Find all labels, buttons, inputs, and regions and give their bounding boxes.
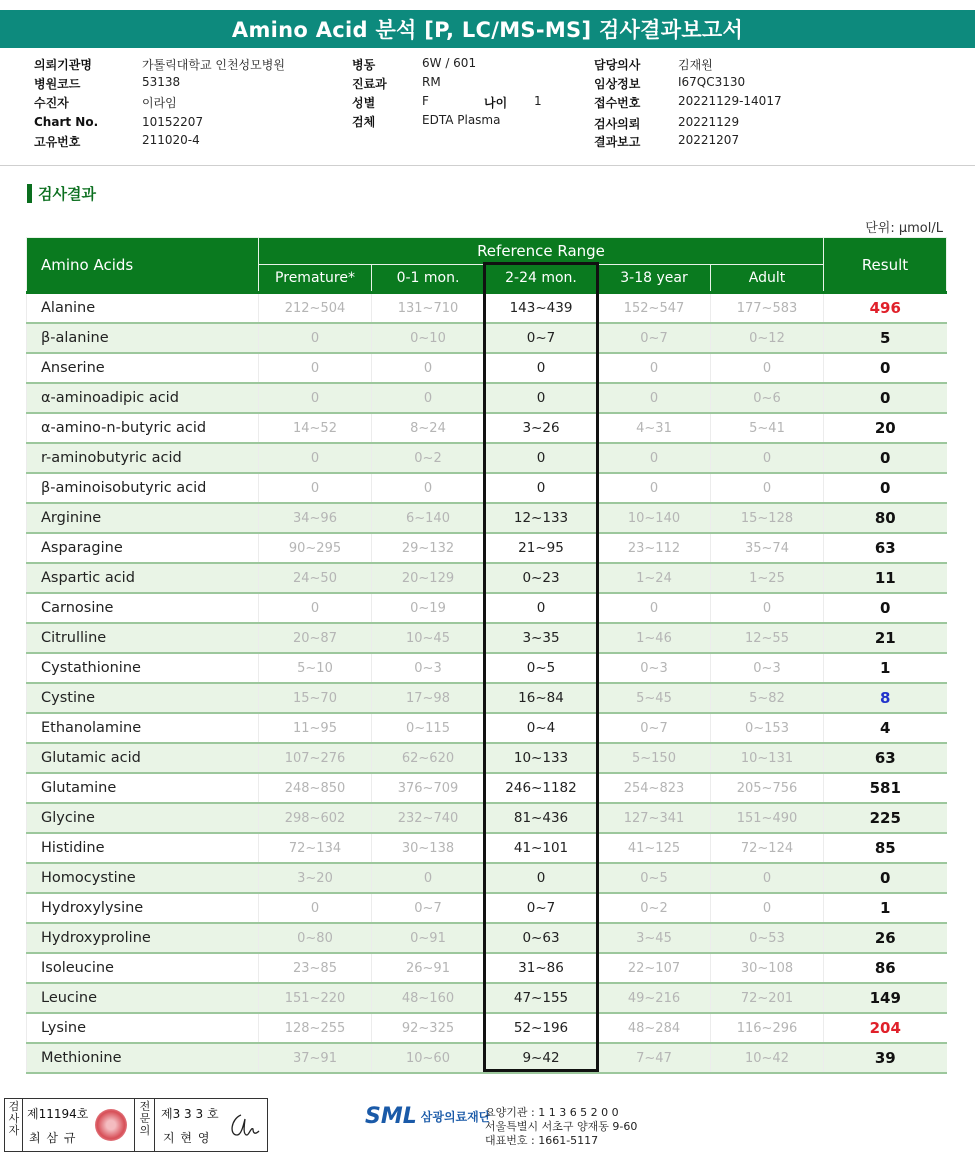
reference-range-cell: 1~24 [598, 563, 711, 593]
amino-acid-name: Carnosine [27, 593, 259, 623]
info-value: 20221207 [678, 133, 740, 147]
footer [0, 1092, 975, 1162]
result-value: 5 [824, 323, 947, 353]
table-row [27, 653, 947, 683]
result-value: 86 [824, 953, 947, 983]
reference-range-cell: 0 [485, 473, 598, 503]
amino-acid-name: Homocystine [27, 863, 259, 893]
reference-range-cell: 0 [711, 443, 824, 473]
result-value: 1 [824, 893, 947, 923]
reference-range-cell: 5~41 [711, 413, 824, 443]
reference-range-cell: 3~26 [485, 413, 598, 443]
result-value: 0 [824, 863, 947, 893]
result-value: 63 [824, 743, 947, 773]
reference-range-cell: 29~132 [372, 533, 485, 563]
amino-acid-name: α-aminoadipic acid [27, 383, 259, 413]
header-amino-acids: Amino Acids [27, 238, 259, 293]
reference-range-cell: 0 [711, 893, 824, 923]
info-value: 10152207 [142, 115, 204, 129]
reference-range-cell: 0 [598, 473, 711, 503]
amino-acid-name: Anserine [27, 353, 259, 383]
reference-range-cell: 116~296 [711, 1013, 824, 1043]
unit-label: 단위: μmol/L [865, 221, 943, 236]
reference-range-cell: 128~255 [259, 1013, 372, 1043]
sml-logo [365, 1104, 490, 1129]
table-row [27, 1043, 947, 1073]
reference-range-cell: 37~91 [259, 1043, 372, 1073]
amino-acid-name: α-amino-n-butyric acid [27, 413, 259, 443]
reference-range-cell: 0 [259, 443, 372, 473]
amino-acid-name: Citrulline [27, 623, 259, 653]
info-label: 병원코드 [34, 77, 81, 91]
amino-acid-name: Histidine [27, 833, 259, 863]
reference-range-cell: 6~140 [372, 503, 485, 533]
reference-range-cell: 92~325 [372, 1013, 485, 1043]
info-value: EDTA Plasma [422, 113, 501, 127]
result-value: 26 [824, 923, 947, 953]
amino-acid-name: Lysine [27, 1013, 259, 1043]
result-value: 11 [824, 563, 947, 593]
table-row [27, 983, 947, 1013]
reference-range-cell: 246~1182 [485, 773, 598, 803]
amino-acid-name: Alanine [27, 293, 259, 324]
info-value: 211020-4 [142, 133, 200, 147]
amino-acid-name: β-aminoisobutyric acid [27, 473, 259, 503]
info-value: 53138 [142, 75, 181, 89]
amino-acid-name: Glutamic acid [27, 743, 259, 773]
result-value: 0 [824, 383, 947, 413]
reference-range-cell: 8~24 [372, 413, 485, 443]
reference-range-cell: 52~196 [485, 1013, 598, 1043]
info-label: 나이 [484, 96, 508, 110]
reference-range-cell: 205~756 [711, 773, 824, 803]
reference-range-cell: 0~12 [711, 323, 824, 353]
logo-text: SML [365, 1104, 417, 1129]
reference-range-cell: 143~439 [485, 293, 598, 324]
reference-range-cell: 0 [259, 353, 372, 383]
reference-range-cell: 9~42 [485, 1043, 598, 1073]
reference-range-cell: 0~3 [372, 653, 485, 683]
result-value: 80 [824, 503, 947, 533]
reference-range-cell: 0~91 [372, 923, 485, 953]
info-label: Chart No. [34, 115, 99, 129]
result-value: 63 [824, 533, 947, 563]
info-value: 1 [534, 94, 542, 108]
info-label: 검사의뢰 [594, 117, 641, 131]
foundation-name: 삼광의료재단 [420, 1110, 491, 1124]
confirm-no: 제3 3 3 호 [161, 1107, 219, 1121]
amino-acid-name: Cystine [27, 683, 259, 713]
amino-acid-name: Leucine [27, 983, 259, 1013]
section-heading [27, 183, 96, 204]
header-result: Result [824, 238, 947, 293]
reference-range-cell: 152~547 [598, 293, 711, 324]
reference-range-cell: 0~2 [372, 443, 485, 473]
table-row [27, 683, 947, 713]
reference-range-cell: 0 [372, 353, 485, 383]
table-row [27, 1013, 947, 1043]
amino-acid-name: Hydroxyproline [27, 923, 259, 953]
info-value: RM [422, 75, 441, 89]
reference-range-cell: 0 [711, 593, 824, 623]
reference-range-cell: 0 [372, 863, 485, 893]
info-value: 20221129-14017 [678, 94, 782, 108]
reference-range-cell: 10~60 [372, 1043, 485, 1073]
reference-range-cell: 35~74 [711, 533, 824, 563]
reference-range-cell: 90~295 [259, 533, 372, 563]
reference-range-cell: 0~4 [485, 713, 598, 743]
reference-range-cell: 376~709 [372, 773, 485, 803]
reference-range-cell: 0 [711, 353, 824, 383]
reference-range-cell: 0~63 [485, 923, 598, 953]
header-ref-col: 3-18 year [598, 265, 711, 293]
reference-range-cell: 20~87 [259, 623, 372, 653]
header-ref-col: 2-24 mon. [485, 265, 598, 293]
reference-range-cell: 15~128 [711, 503, 824, 533]
reference-range-cell: 254~823 [598, 773, 711, 803]
seal-icon [95, 1109, 127, 1141]
info-label: 담당의사 [594, 58, 641, 72]
table-row [27, 533, 947, 563]
amino-acid-name: Arginine [27, 503, 259, 533]
reference-range-cell: 21~95 [485, 533, 598, 563]
reference-range-cell: 34~96 [259, 503, 372, 533]
org-line: 요양기관 : 1 1 3 6 5 2 0 0 [485, 1106, 619, 1119]
reference-range-cell: 0~153 [711, 713, 824, 743]
reference-range-cell: 151~490 [711, 803, 824, 833]
reference-range-cell: 41~101 [485, 833, 598, 863]
examiner-label: 검사자 [8, 1100, 20, 1137]
reference-range-cell: 16~84 [485, 683, 598, 713]
examiner-name: 최 삼 규 [29, 1131, 77, 1145]
examiner-no: 제11194호 [27, 1107, 89, 1121]
table-row [27, 293, 947, 324]
info-label: 고유번호 [34, 135, 81, 149]
result-value: 0 [824, 473, 947, 503]
reference-range-cell: 177~583 [711, 293, 824, 324]
reference-range-cell: 0 [259, 593, 372, 623]
reference-range-cell: 30~138 [372, 833, 485, 863]
header-ref-col: 0-1 mon. [372, 265, 485, 293]
result-value: 0 [824, 443, 947, 473]
table-row [27, 473, 947, 503]
amino-acid-name: Asparagine [27, 533, 259, 563]
reference-range-cell: 0~7 [485, 323, 598, 353]
org-info [485, 1106, 637, 1148]
reference-range-cell: 0~3 [598, 653, 711, 683]
table-row [27, 713, 947, 743]
amino-acid-name: Ethanolamine [27, 713, 259, 743]
reference-range-cell: 212~504 [259, 293, 372, 324]
result-value: 85 [824, 833, 947, 863]
signature-icon [227, 1109, 263, 1141]
reference-range-cell: 5~150 [598, 743, 711, 773]
info-value: I67QC3130 [678, 75, 746, 89]
reference-range-cell: 131~710 [372, 293, 485, 324]
confirm-name: 지 현 영 [163, 1131, 211, 1145]
reference-range-cell: 5~45 [598, 683, 711, 713]
table-row [27, 623, 947, 653]
results-table [26, 237, 947, 1074]
reference-range-cell: 0~23 [485, 563, 598, 593]
amino-acid-name: β-alanine [27, 323, 259, 353]
reference-range-cell: 72~201 [711, 983, 824, 1013]
info-label: 접수번호 [594, 96, 641, 110]
result-value: 149 [824, 983, 947, 1013]
reference-range-cell: 17~98 [372, 683, 485, 713]
reference-range-cell: 0 [259, 893, 372, 923]
section-bar [27, 184, 32, 203]
reference-range-cell: 298~602 [259, 803, 372, 833]
results-body [27, 293, 947, 1074]
info-label: 결과보고 [594, 135, 641, 149]
reference-range-cell: 0 [485, 863, 598, 893]
reference-range-cell: 0 [259, 473, 372, 503]
reference-range-cell: 12~55 [711, 623, 824, 653]
reference-range-cell: 48~160 [372, 983, 485, 1013]
org-line: 서울특별시 서초구 양재동 9-60 [485, 1120, 638, 1133]
info-value: 6W / 601 [422, 56, 477, 70]
reference-range-cell: 0 [598, 593, 711, 623]
table-row [27, 323, 947, 353]
result-value: 204 [824, 1013, 947, 1043]
table-row [27, 413, 947, 443]
reference-range-cell: 10~140 [598, 503, 711, 533]
table-row [27, 863, 947, 893]
reference-range-cell: 0~19 [372, 593, 485, 623]
amino-acid-name: Cystathionine [27, 653, 259, 683]
reference-range-cell: 47~155 [485, 983, 598, 1013]
reference-range-cell: 232~740 [372, 803, 485, 833]
reference-range-cell: 62~620 [372, 743, 485, 773]
result-value: 581 [824, 773, 947, 803]
reference-range-cell: 0 [485, 443, 598, 473]
result-value: 21 [824, 623, 947, 653]
reference-range-cell: 5~82 [711, 683, 824, 713]
reference-range-cell: 72~124 [711, 833, 824, 863]
result-value: 0 [824, 593, 947, 623]
result-value: 496 [824, 293, 947, 324]
reference-range-cell: 23~85 [259, 953, 372, 983]
table-row [27, 443, 947, 473]
reference-range-cell: 0~5 [485, 653, 598, 683]
reference-range-cell: 0~3 [711, 653, 824, 683]
reference-range-cell: 0 [598, 443, 711, 473]
header-ref-col: Premature* [259, 265, 372, 293]
reference-range-cell: 0~2 [598, 893, 711, 923]
reference-range-cell: 0 [485, 353, 598, 383]
report-title: Amino Acid 분석 [P, LC/MS-MS] 검사결과보고서 [0, 10, 975, 48]
result-value: 1 [824, 653, 947, 683]
reference-range-cell: 0~10 [372, 323, 485, 353]
info-label: 수진자 [34, 96, 69, 110]
reference-range-cell: 22~107 [598, 953, 711, 983]
info-label: 성별 [352, 96, 376, 110]
reference-range-cell: 0~80 [259, 923, 372, 953]
reference-range-cell: 0 [259, 323, 372, 353]
reference-range-cell: 0 [485, 383, 598, 413]
result-value: 4 [824, 713, 947, 743]
info-value: 이라임 [142, 96, 177, 110]
table-row [27, 353, 947, 383]
result-value: 0 [824, 353, 947, 383]
reference-range-cell: 151~220 [259, 983, 372, 1013]
result-value: 39 [824, 1043, 947, 1073]
patient-info-panel [0, 48, 975, 166]
reference-range-cell: 0 [259, 383, 372, 413]
info-label: 검체 [352, 115, 376, 129]
table-row [27, 893, 947, 923]
reference-range-cell: 3~35 [485, 623, 598, 653]
table-row [27, 773, 947, 803]
reference-range-cell: 0~115 [372, 713, 485, 743]
reference-range-cell: 0 [372, 473, 485, 503]
table-row [27, 803, 947, 833]
reference-range-cell: 0 [485, 593, 598, 623]
reference-range-cell: 31~86 [485, 953, 598, 983]
reference-range-cell: 0~7 [485, 893, 598, 923]
info-value: F [422, 94, 429, 108]
reference-range-cell: 30~108 [711, 953, 824, 983]
info-label: 진료과 [352, 77, 387, 91]
reference-range-cell: 248~850 [259, 773, 372, 803]
result-value: 8 [824, 683, 947, 713]
reference-range-cell: 0~53 [711, 923, 824, 953]
reference-range-cell: 1~25 [711, 563, 824, 593]
amino-acid-name: Glutamine [27, 773, 259, 803]
amino-acid-name: Methionine [27, 1043, 259, 1073]
info-label: 병동 [352, 58, 376, 72]
table-row [27, 953, 947, 983]
reference-range-cell: 10~45 [372, 623, 485, 653]
reference-range-cell: 0~7 [372, 893, 485, 923]
reference-range-cell: 15~70 [259, 683, 372, 713]
reference-range-cell: 0~6 [711, 383, 824, 413]
table-row [27, 833, 947, 863]
info-value: 20221129 [678, 115, 740, 129]
reference-range-cell: 26~91 [372, 953, 485, 983]
amino-acid-name: Isoleucine [27, 953, 259, 983]
info-value: 김재원 [678, 58, 713, 72]
reference-range-cell: 5~10 [259, 653, 372, 683]
confirm-label: 전문의 [139, 1100, 151, 1137]
reference-range-cell: 10~131 [711, 743, 824, 773]
reference-range-cell: 12~133 [485, 503, 598, 533]
reference-range-cell: 0~7 [598, 713, 711, 743]
reference-range-cell: 72~134 [259, 833, 372, 863]
results-table-wrap [26, 237, 946, 1074]
reference-range-cell: 3~45 [598, 923, 711, 953]
header-reference-range: Reference Range [259, 238, 824, 265]
reference-range-cell: 23~112 [598, 533, 711, 563]
reference-range-cell: 3~20 [259, 863, 372, 893]
reference-range-cell: 0 [711, 473, 824, 503]
info-label: 임상정보 [594, 77, 641, 91]
reference-range-cell: 107~276 [259, 743, 372, 773]
reference-range-cell: 0~5 [598, 863, 711, 893]
amino-acid-name: Glycine [27, 803, 259, 833]
reference-range-cell: 11~95 [259, 713, 372, 743]
amino-acid-name: Aspartic acid [27, 563, 259, 593]
reference-range-cell: 7~47 [598, 1043, 711, 1073]
reference-range-cell: 0 [372, 383, 485, 413]
table-row [27, 923, 947, 953]
table-row [27, 503, 947, 533]
reference-range-cell: 41~125 [598, 833, 711, 863]
info-label: 의뢰기관명 [34, 58, 92, 72]
reference-range-cell: 4~31 [598, 413, 711, 443]
info-value: 가톨릭대학교 인천성모병원 [142, 58, 285, 72]
section-title: 검사결과 [38, 185, 96, 203]
reference-range-cell: 1~46 [598, 623, 711, 653]
amino-acid-name: Hydroxylysine [27, 893, 259, 923]
org-line: 대표번호 : 1661-5117 [485, 1134, 599, 1147]
reference-range-cell: 0 [598, 353, 711, 383]
reference-range-cell: 10~42 [711, 1043, 824, 1073]
signature-box [4, 1098, 268, 1152]
reference-range-cell: 81~436 [485, 803, 598, 833]
reference-range-cell: 24~50 [259, 563, 372, 593]
table-row [27, 383, 947, 413]
reference-range-cell: 0 [711, 863, 824, 893]
reference-range-cell: 0 [598, 383, 711, 413]
header-ref-col: Adult [711, 265, 824, 293]
reference-range-cell: 48~284 [598, 1013, 711, 1043]
result-value: 20 [824, 413, 947, 443]
table-row [27, 593, 947, 623]
result-value: 225 [824, 803, 947, 833]
reference-range-cell: 20~129 [372, 563, 485, 593]
reference-range-cell: 49~216 [598, 983, 711, 1013]
reference-range-cell: 0~7 [598, 323, 711, 353]
reference-range-cell: 127~341 [598, 803, 711, 833]
table-row [27, 563, 947, 593]
amino-acid-name: r-aminobutyric acid [27, 443, 259, 473]
table-row [27, 743, 947, 773]
reference-range-cell: 10~133 [485, 743, 598, 773]
reference-range-cell: 14~52 [259, 413, 372, 443]
